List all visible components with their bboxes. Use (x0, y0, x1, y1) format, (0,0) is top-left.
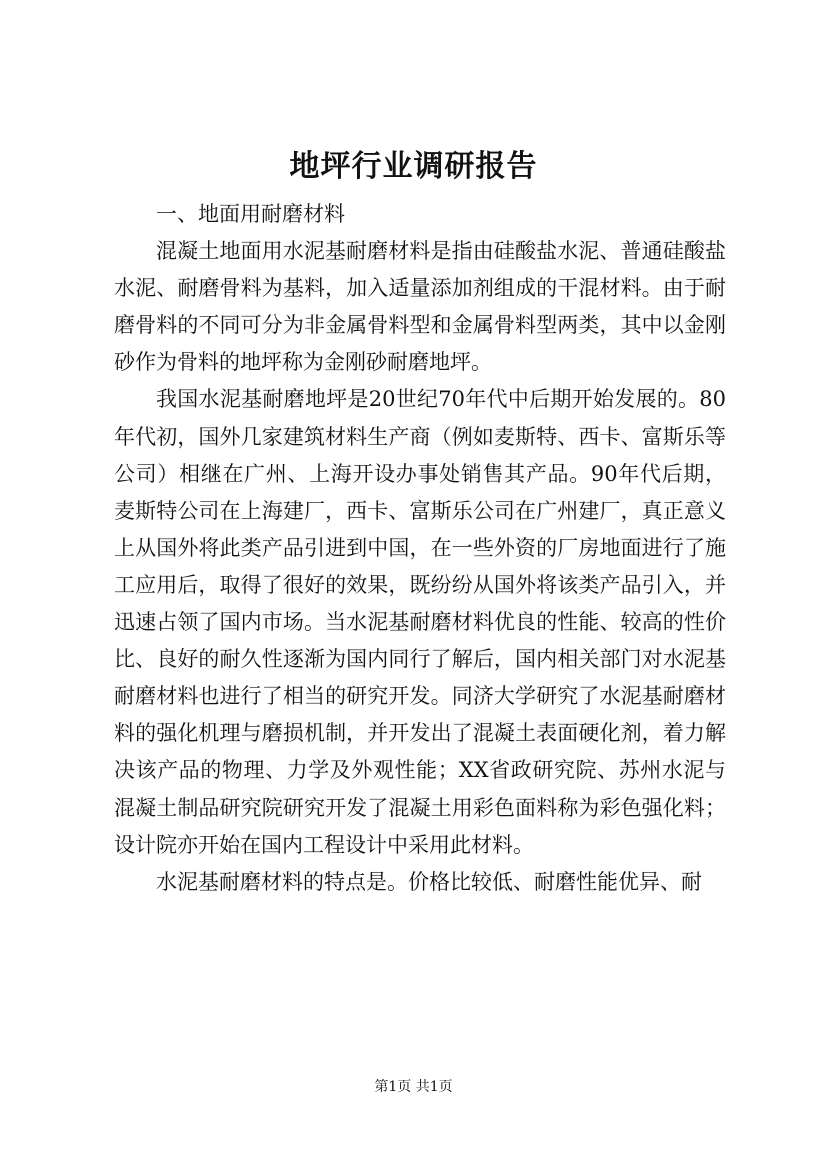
paragraph-1: 混凝土地面用水泥基耐磨材料是指由硅酸盐水泥、普通硅酸盐水泥、耐磨骨料为基料，加入适量添加剂组成的干混材料。由于耐磨骨料的不同可分为非金属骨料型和金属骨料型两类，其中以金刚砂作为骨料的地坪称为金刚砂耐磨地坪。 (114, 239, 726, 375)
paragraph-3: 水泥基耐磨材料的特点是。价格比较低、耐磨性能优异、耐 (156, 869, 702, 894)
section-heading: 一、地面用耐磨材料 (156, 202, 345, 226)
paragraph-2: 我国水泥基耐磨地坪是20世纪70年代中后期开始发展的。80年代初，国外几家建筑材料生产商（例如麦斯特、西卡、富斯乐等公司）相继在广州、上海开设办事处销售其产品。90年代后期，麦斯特公司在上海建厂，西卡、富斯乐公司在广州建厂，真正意义上从国外将此类产品引进到中国，在一些外资的厂房地面进行了施工应用后，取得了很好的效果，既纷纷从国外将该类产品引入，并迅速占领了国内市场。当水泥基耐磨材料优良的性能、较高的性价比、良好的耐久性逐渐为国内同行了解后，国内相关部门对水泥基耐磨材料也进行了相当的研究开发。同济大学研究了水泥基耐磨材料的强化机理与磨损机制，并开发出了混凝土表面硬化剂，着力解决该产品的物理、力学及外观性能；XX省政研究院、苏州水泥与混凝土制品研究院研究开发了混凝土用彩色面料称为彩色强化料；设计院亦开始在国内工程设计中采用此材料。 (114, 387, 726, 857)
page-footer: 第1页 共1页 (374, 1079, 453, 1095)
document-title: 地坪行业调研报告 (289, 149, 538, 184)
document-body (114, 196, 726, 901)
